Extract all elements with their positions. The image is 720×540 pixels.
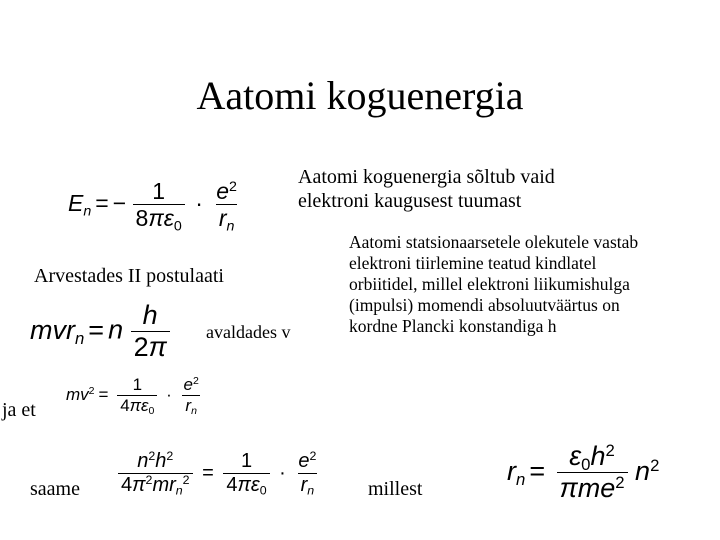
whence-label: millest	[368, 478, 423, 500]
angular-momentum-formula: mvr$_n$ = n $\frac{h}{2\pi}$	[30, 300, 170, 363]
and-label: ja et	[2, 399, 36, 421]
postulate-label: Arvestades II postulaati	[34, 265, 224, 287]
orbit-radius-formula: $r_n$ = $\frac{\varepsilon_0h^2}{\pi me^2}$ $n^2$	[507, 440, 660, 504]
centripetal-formula: $mv^2$ = $\frac{1}{4\pi\varepsilon_0}$ · $\frac{e^2}{r_n}$	[66, 375, 199, 417]
combined-formula: $\frac{n^2h^2}{4\pi^2mr_n^2}$ = $\frac{1}{4\pi\varepsilon_0}$ · $\frac{e^2}{r_n}$	[118, 450, 319, 497]
stationary-states-note: Aatomi statsionaarsetele olekutele vastab elektroni tiirlemine teatud kindlatel orbiitidel, millel elektroni liikumishulga (impulsi) momendi absoluutväärtus on kordne Plancki konstandiga h	[349, 232, 639, 336]
slide-title: Aatomi koguenergia	[196, 73, 524, 118]
total-energy-formula: $E_n$ = − $\frac{1}{8\pi\varepsilon_0}$ · $\frac{e^2}{r_n}$	[68, 178, 237, 235]
expressing-label: avaldades v	[206, 322, 291, 342]
get-label: saame	[30, 478, 80, 500]
energy-note: Aatomi koguenergia sõltub vaid elektroni kaugusest tuumast	[298, 166, 555, 212]
